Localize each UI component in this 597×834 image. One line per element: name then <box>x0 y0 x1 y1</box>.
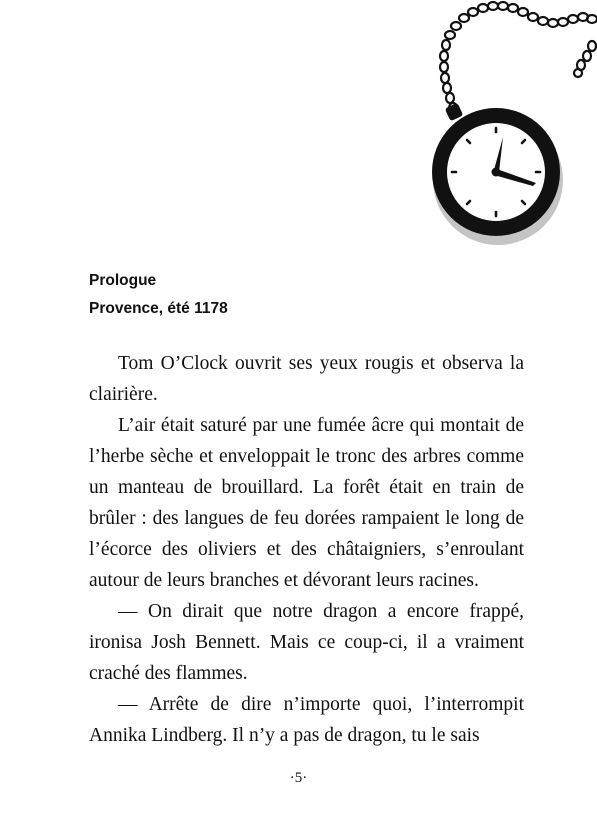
paragraph: Tom O’Clock ouvrit ses yeux rougis et observa la clairière. <box>89 353 524 405</box>
paragraph: — Arrête de dire n’importe quoi, l’interrompit Annika Lindberg. Il n’y a pas de dragon, tu le sais <box>89 694 524 746</box>
watch-chain <box>440 2 597 113</box>
body-text <box>89 348 524 751</box>
watch-hub <box>492 168 501 177</box>
page-number: ·5· <box>289 770 308 786</box>
watch-crown <box>445 103 464 122</box>
paragraph: L’air était saturé par une fumée âcre qui montait de l’herbe sèche et enveloppait le tronc des arbres comme un manteau de brouillard. La forêt était en train de brûler : des langues de feu dorées rampaient le long de l’écorce des oliviers et des châtaigniers, s’enroulant autour de leurs branches et dévorant leurs racines. <box>89 415 524 591</box>
chapter-subtitle: Provence, été 1178 <box>89 300 228 317</box>
paragraph: — On dirait que notre dragon a encore frappé, ironisa Josh Bennett. Mais ce coup-ci, il a vraiment craché des flammes. <box>89 601 524 684</box>
pocket-watch-icon <box>0 0 597 250</box>
chapter-title: Prologue <box>89 272 157 289</box>
